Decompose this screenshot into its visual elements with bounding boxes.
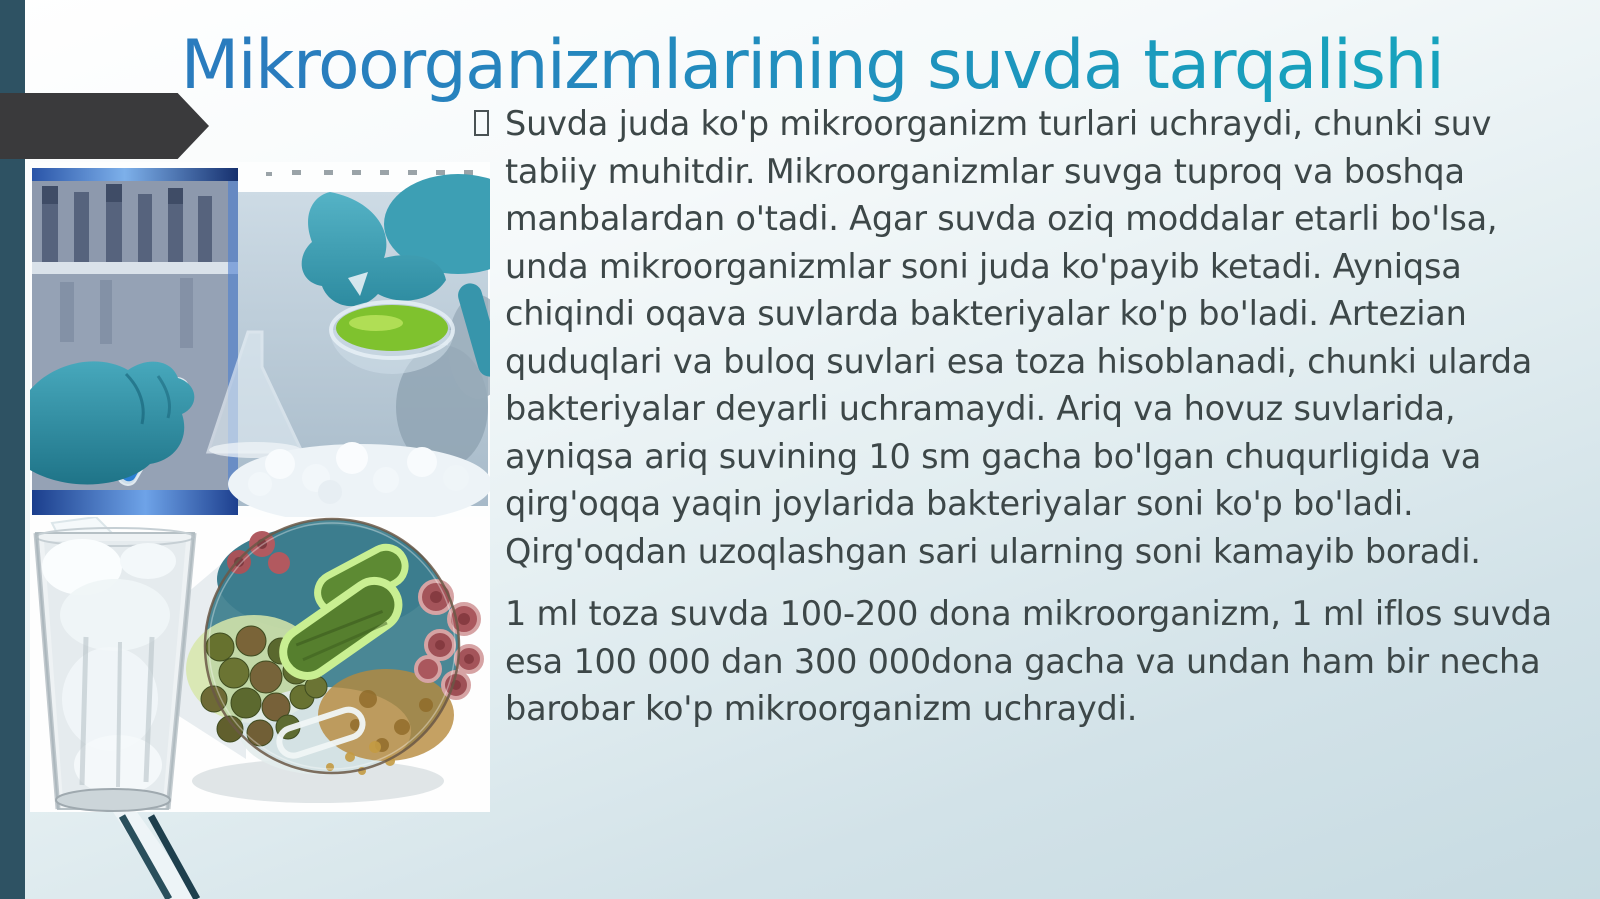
body-text-block — [505, 100, 1553, 733]
water-glass — [36, 517, 194, 811]
lab-photo-illustration — [30, 162, 490, 517]
paragraph-1-text: Suvda juda ko'p mikroorganizm turlari uchraydi, chunki suv tabiiy muhitdir. Mikroorganizmlar suvga tuproq va boshqa manbalardan o'tadi. Agar suvda oziq moddalar etarli bo'lsa, unda mikroorganizmlar soni juda ko'payib ketadi. Ayniqsa chiqindi oqava suvlarda bakteriyalar ko'p bo'ladi. Artezian quduqlari va buloq suvlari esa toza hisoblanadi, chunki ularda bakteriyalar deyarli uchramaydi. Ariq va hovuz suvlarida, ayniqsa ariq suvining 10 sm gacha bo'lgan chuqurligida va qirg'oqqa yaqin joylarida bakteriyalar soni ko'p bo'ladi. Qirg'oqdan uzoqlashgan sari ularning soni kamayib boradi. — [505, 104, 1533, 571]
lab-photo-right-pane — [208, 170, 490, 517]
water-photo-illustration — [30, 517, 490, 812]
lab-photo-left-pane — [30, 168, 238, 515]
paragraph-2-text: 1 ml toza suvda 100-200 dona mikroorganizm, 1 ml iflos suvda esa 100 000 dan 300 000dona gacha va undan ham bir necha barobar ko'p mikroorganizm uchraydi. — [505, 594, 1552, 728]
lab-photo-figure — [30, 162, 490, 517]
arrow-accent-shape — [0, 93, 209, 159]
paragraph-2 — [505, 590, 1553, 733]
page-title: Mikroorganizmlarining suvda tarqalishi — [30, 26, 1594, 105]
paragraph-1 — [505, 100, 1553, 575]
water-photo-figure — [30, 517, 490, 812]
diagonal-lines-decoration — [25, 812, 500, 899]
missing-glyph-bullet-icon — [474, 110, 489, 136]
